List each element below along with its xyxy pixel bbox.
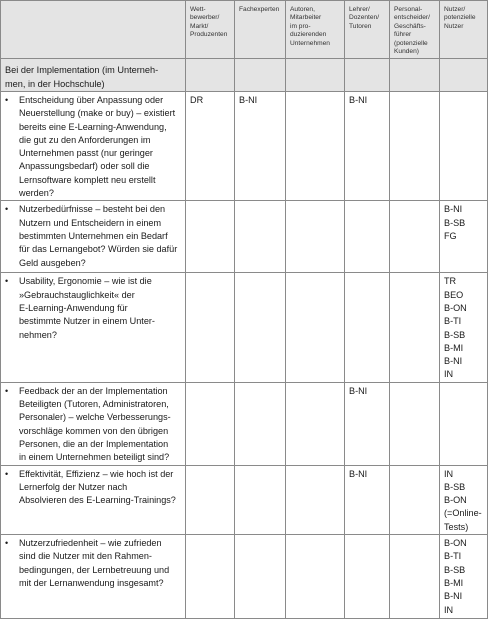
marker-code: (=Online-: [444, 508, 482, 519]
marker-cell: [186, 201, 235, 273]
marker-code: B-TI: [444, 316, 462, 327]
bullet-icon: •: [5, 95, 9, 105]
marker-code: B-SB: [444, 329, 466, 340]
table-row: [1, 535, 488, 619]
marker-cell: [440, 201, 488, 273]
header-cell: Lehrer/ Dozenten/ Tutoren: [345, 1, 390, 59]
question-cell: [1, 535, 186, 619]
marker-cell: [235, 273, 286, 382]
marker-code: BEO: [444, 289, 464, 300]
marker-cell: [186, 382, 235, 465]
marker-code: B-SB: [444, 217, 466, 228]
marker-code: B-NI: [349, 95, 368, 105]
marker-cell: [390, 465, 440, 534]
marker-cell: [345, 92, 390, 201]
marker-cell: [286, 92, 345, 201]
table-row: [1, 382, 488, 465]
marker-cell: [345, 201, 390, 273]
marker-cell: [235, 535, 286, 619]
header-cell: Wett- bewerber/ Markt/ Produzenten: [186, 1, 235, 59]
marker-code: DR: [190, 95, 204, 105]
marker-cell: [286, 535, 345, 619]
question-cell: [1, 201, 186, 273]
marker-cell: [390, 535, 440, 619]
marker-cell: [286, 273, 345, 382]
marker-cell: [345, 273, 390, 382]
marker-code: IN: [444, 369, 454, 380]
marker-cell: [286, 382, 345, 465]
header-row: [1, 1, 488, 59]
table-row: [1, 201, 488, 273]
bullet-icon: •: [5, 385, 9, 396]
section-row: [1, 59, 488, 92]
table-header: [1, 1, 488, 59]
marker-code: FG: [444, 230, 457, 241]
table-row: [1, 92, 488, 201]
section-label: Bei der Implementation (im Unterneh- men, in der Hochschule): [1, 59, 186, 92]
marker-cell: [235, 92, 286, 201]
marker-cell: [440, 535, 488, 619]
marker-code: B-SB: [444, 481, 466, 492]
marker-cell: [440, 92, 488, 201]
marker-cell: [440, 273, 488, 382]
table-body: [1, 59, 488, 619]
bullet-icon: •: [5, 204, 9, 215]
marker-cell: [440, 465, 488, 534]
question-cell: [1, 382, 186, 465]
marker-code: B-NI: [349, 385, 368, 396]
marker-cell: [235, 382, 286, 465]
marker-cell: [390, 273, 440, 382]
marker-code: TR: [444, 276, 457, 287]
header-cell: Fachexperten: [235, 1, 286, 59]
table-row: [1, 273, 488, 382]
question-text: Feedback der an der Implementation Beteiligten (Tutoren, Administratoren, Personaler) – welche Verbesserungs- vorschläge kommen von den übrigen Personen, die an der Implementation in einem Unternehmen beteiligt sind?: [19, 385, 171, 463]
question-text: Usability, Ergonomie – wie ist die »Gebrauchstauglichkeit« der E-Learning-Anwendung für bestimmte Nutzer in einem Unter- nehmen?: [19, 276, 155, 340]
marker-cell: [186, 273, 235, 382]
header-cell-empty: [1, 1, 186, 59]
marker-code: IN: [444, 468, 454, 479]
marker-code: B-ON: [444, 495, 467, 506]
header-cell: Autoren, Mitarbeiter im pro- duzierenden Unternehmen: [286, 1, 345, 59]
question-text: Entscheidung über Anpassung oder Neuerstellung (make or buy) – existiert bereits eine E-Learning-Anwendung, die gut zu den Anforderungen im Unternehmen passt (nur geringer Anpassungsbedarf) oder soll die Lernsoftware komplett neu erstellt werden?: [19, 95, 176, 199]
bullet-icon: •: [5, 538, 9, 549]
marker-cell: [186, 535, 235, 619]
table-row: [1, 465, 488, 534]
marker-code: B-TI: [444, 551, 462, 562]
marker-code: IN: [444, 604, 454, 615]
marker-code: B-NI: [444, 591, 463, 602]
marker-code: B-NI: [239, 95, 258, 105]
question-cell: [1, 92, 186, 201]
marker-cell: [390, 92, 440, 201]
marker-cell: [186, 92, 235, 201]
marker-code: B-SB: [444, 564, 466, 575]
marker-cell: [390, 382, 440, 465]
question-cell: [1, 273, 186, 382]
marker-code: B-ON: [444, 302, 467, 313]
marker-cell: [440, 382, 488, 465]
marker-cell: [286, 465, 345, 534]
marker-code: B-NI: [444, 204, 463, 215]
header-cell: Nutzer/ potenzielle Nutzer: [440, 1, 488, 59]
marker-cell: [345, 535, 390, 619]
question-text: Effektivität, Effizienz – wie hoch ist der Lernerfolg der Nutzer nach Absolvieren des E-Learning-Trainings?: [19, 468, 176, 506]
marker-code: Tests): [444, 521, 469, 532]
marker-cell: [345, 382, 390, 465]
marker-cell: [345, 465, 390, 534]
question-cell: [1, 465, 186, 534]
marker-code: B-NI: [349, 468, 368, 479]
marker-cell: [286, 201, 345, 273]
marker-code: B-ON: [444, 538, 467, 549]
marker-code: B-MI: [444, 577, 464, 588]
question-text: Nutzerbedürfnisse – besteht bei den Nutzern und Entscheidern in einem bestimmten Unternehmen ein Bedarf für das Lernangebot? Würden sie dafür Geld ausgeben?: [19, 204, 178, 268]
bullet-icon: •: [5, 276, 9, 287]
marker-cell: [186, 465, 235, 534]
question-text: Nutzerzufriedenheit – wie zufrieden sind die Nutzer mit den Rahmen- bedingungen, der Lernbetreuung und mit der Lernanwendung insgesamt?: [19, 538, 170, 588]
header-cell: Personal- entscheider/ Geschäfts- führer (potenzielle Kunden): [390, 1, 440, 59]
marker-cell: [235, 465, 286, 534]
marker-code: B-NI: [444, 356, 463, 367]
marker-code: B-MI: [444, 342, 464, 353]
marker-cell: [390, 201, 440, 273]
marker-cell: [235, 201, 286, 273]
bullet-icon: •: [5, 468, 9, 479]
